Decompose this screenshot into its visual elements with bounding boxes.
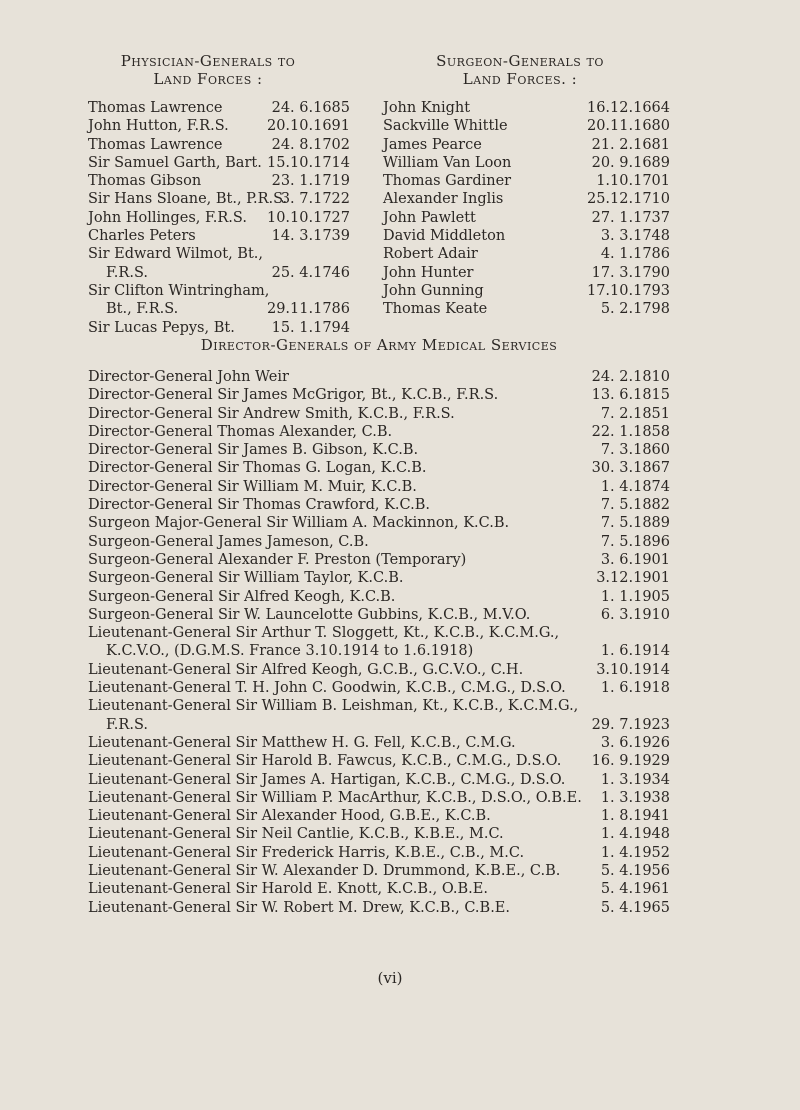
entry-name-line1: Sackville Whittle: [383, 118, 508, 135]
list-item: [88, 514, 670, 532]
entry-name: [383, 117, 508, 135]
entry-name: [88, 209, 247, 227]
entry-date: 5. 4.1965: [600, 899, 670, 916]
entry-date: 20.11.1680: [586, 118, 670, 135]
entry-name: [88, 825, 504, 843]
list-item: [88, 117, 350, 135]
entry-name: [383, 209, 476, 227]
entry-date: 5. 2.1798: [600, 301, 670, 318]
entry-date: 5. 4.1961: [600, 881, 670, 898]
entry-name: [88, 880, 488, 898]
entry-date: 15.10.1714: [266, 154, 350, 171]
entry-name: [88, 551, 466, 569]
entry-name-line2: K.C.V.O., (D.G.M.S. France 3.10.1914 to 1.6.1918): [106, 643, 474, 660]
entry-name-line1: Lieutenant-General Sir Alfred Keogh, G.C.B., G.C.V.O., C.H.: [88, 661, 524, 678]
list-item: [88, 807, 670, 825]
entry-date: 27. 1.1737: [591, 209, 670, 226]
entry-name-line1: Surgeon-General Sir Alfred Keogh, K.C.B.: [88, 588, 396, 605]
entry-name: [383, 300, 487, 318]
entry-date: 24. 2.1810: [591, 369, 670, 385]
entry-name-line1: Surgeon-General Sir William Taylor, K.C.B.: [88, 570, 404, 587]
entry-name: [88, 899, 510, 917]
list-item: [88, 789, 670, 807]
entry-date: 13. 6.1815: [591, 387, 670, 404]
entry-name-line1: Lieutenant-General Sir Arthur T. Sloggett, Kt., K.C.B., K.C.M.G.,: [88, 625, 560, 642]
entry-name: [383, 190, 503, 208]
list-item: [88, 441, 670, 459]
entry-name: [88, 588, 395, 606]
entry-date: 1. 3.1934: [600, 771, 670, 788]
entry-name-line2: Bt., F.R.S.: [106, 301, 179, 318]
entry-name-line1: Sir Lucas Pepys, Bt.: [88, 319, 235, 336]
entry-name-line1: Robert Adair: [383, 246, 478, 263]
entry-name-line1: Director-General Sir William M. Muir, K.C.B.: [88, 478, 417, 495]
entry-date: 1. 3.1938: [600, 789, 670, 806]
entry-date: 5. 4.1956: [600, 863, 670, 880]
entry-date: 6. 3.1910: [600, 606, 670, 623]
entry-name-line1: Lieutenant-General Sir W. Alexander D. Drummond, K.B.E., C.B.: [88, 863, 561, 880]
surgeon-heading-line2: Land Forces. :: [462, 70, 578, 88]
entry-name: [383, 245, 478, 263]
list-item: [88, 661, 670, 679]
list-item: [383, 282, 670, 300]
entry-date: 1. 8.1941: [600, 808, 670, 825]
entry-name-line1: Thomas Lawrence: [88, 100, 223, 116]
list-item: [88, 172, 350, 190]
entry-name: [88, 172, 201, 190]
entry-date: 3. 3.1748: [600, 228, 670, 245]
list-item: [88, 245, 350, 282]
entry-name: [383, 154, 511, 172]
entry-name: [383, 264, 474, 282]
entry-date: 25. 4.1746: [271, 264, 350, 281]
entry-name: [88, 862, 560, 880]
list-item: [88, 844, 670, 862]
list-item: [88, 771, 670, 789]
surgeon-generals-heading: [400, 52, 640, 88]
entry-name: [88, 606, 530, 624]
entry-date: 1. 4.1952: [600, 844, 670, 861]
entry-date: 15. 1.1794: [271, 319, 350, 336]
list-item: [88, 282, 350, 319]
list-item: [88, 405, 670, 423]
entry-name-line1: Lieutenant-General Sir William P. MacArthur, K.C.B., D.S.O., O.B.E.: [88, 789, 582, 806]
entry-name-line1: Thomas Gardiner: [383, 173, 512, 190]
entry-name: [88, 661, 523, 679]
list-item: [88, 697, 670, 734]
entry-name-line1: Director-General Sir Andrew Smith, K.C.B., F.R.S.: [88, 405, 455, 422]
physician-heading-line2: Land Forces :: [153, 70, 263, 88]
entry-name-line1: Surgeon Major-General Sir William A. Mackinnon, K.C.B.: [88, 515, 510, 532]
entry-date: 3. 6.1926: [600, 734, 670, 751]
director-generals-list: [88, 368, 670, 917]
entry-name-line1: Thomas Keate: [383, 301, 488, 318]
entry-date: 24. 8.1702: [271, 136, 350, 153]
entry-name-line1: Surgeon-General James Jameson, C.B.: [88, 533, 369, 550]
entry-name-line1: Charles Peters: [88, 228, 196, 245]
list-item: [88, 99, 350, 117]
entry-name-line1: Lieutenant-General Sir William B. Leishman, Kt., K.C.B., K.C.M.G.,: [88, 698, 579, 715]
entry-date: 7. 2.1851: [600, 405, 670, 422]
entry-date: 7. 3.1860: [600, 442, 670, 459]
entry-name: [88, 697, 588, 734]
entry-name: [88, 624, 588, 661]
entry-name-line1: Director-General John Weir: [88, 369, 289, 385]
list-item: [88, 899, 670, 917]
list-item: [88, 569, 670, 587]
entry-date: 22. 1.1858: [591, 423, 670, 440]
entry-name-line1: Director-General Thomas Alexander, C.B.: [88, 423, 393, 440]
director-generals-heading: Director-Generals of Army Medical Services: [200, 336, 558, 354]
surgeon-heading-line1: Surgeon-Generals to: [436, 52, 604, 70]
entry-name: [88, 190, 287, 208]
entry-date: 21. 2.1681: [591, 136, 670, 153]
entry-date: 1. 6.1918: [600, 680, 670, 697]
entry-name-line1: John Pawlett: [383, 209, 476, 226]
entry-name-line1: Lieutenant-General T. H. John C. Goodwin, K.C.B., C.M.G., D.S.O.: [88, 680, 566, 697]
page-number: (vi): [377, 969, 403, 987]
entry-date: 23. 1.1719: [271, 173, 350, 190]
physician-generals-heading: [88, 52, 328, 88]
entry-name: [88, 771, 565, 789]
entry-name: [88, 405, 455, 423]
entry-date: 1. 1.1905: [600, 588, 670, 605]
entry-date: 29.11.1786: [266, 301, 350, 318]
entry-date: 24. 6.1685: [271, 100, 350, 116]
list-item: [88, 752, 670, 770]
entry-name: [383, 99, 470, 117]
entry-name-line1: James Pearce: [383, 136, 482, 153]
list-item: [88, 319, 350, 337]
list-item: [383, 154, 670, 172]
entry-name-line1: Sir Hans Sloane, Bt., P.R.S.: [88, 191, 288, 208]
entry-date: 20. 9.1689: [591, 154, 670, 171]
entry-name: [383, 136, 482, 154]
entry-date: 3. 6.1901: [600, 551, 670, 568]
list-item: [383, 209, 670, 227]
entry-date: 10.10.1727: [266, 209, 350, 226]
list-item: [383, 190, 670, 208]
entry-name-line1: Lieutenant-General Sir James A. Hartigan, K.C.B., C.M.G., D.S.O.: [88, 771, 566, 788]
entry-name-line1: Director-General Sir Thomas G. Logan, K.C.B.: [88, 460, 427, 477]
list-item: [88, 880, 670, 898]
entry-name: [88, 227, 196, 245]
list-item: [383, 264, 670, 282]
entry-date: 7. 5.1889: [600, 515, 670, 532]
entry-name-line1: Lieutenant-General Sir Frederick Harris, K.B.E., C.B., M.C.: [88, 844, 525, 861]
entry-name-line1: Lieutenant-General Sir Alexander Hood, G.B.E., K.C.B.: [88, 808, 491, 825]
entry-name: [88, 478, 417, 496]
list-item: [88, 734, 670, 752]
entry-name-line1: Sir Edward Wilmot, Bt.,: [88, 246, 264, 263]
entry-date: 7. 5.1882: [600, 497, 670, 514]
entry-name: [88, 734, 516, 752]
entry-name-line1: John Gunning: [383, 282, 484, 299]
entry-name-line1: Lieutenant-General Sir Matthew H. G. Fell, K.C.B., C.M.G.: [88, 734, 516, 751]
list-item: [88, 459, 670, 477]
list-item: [88, 227, 350, 245]
entry-date: 1.10.1701: [596, 173, 670, 190]
entry-name-line1: Lieutenant-General Sir Neil Cantlie, K.C.B., K.B.E., M.C.: [88, 826, 504, 843]
list-item: [88, 679, 670, 697]
entry-date: 14. 3.1739: [271, 228, 350, 245]
entry-name: [88, 569, 403, 587]
list-item: [88, 386, 670, 404]
entry-date: 29. 7.1923: [591, 716, 670, 733]
entry-date: 3.10.1914: [596, 661, 670, 678]
entry-name: [383, 282, 484, 300]
entry-name-line1: Surgeon-General Sir W. Launcelotte Gubbins, K.C.B., M.V.O.: [88, 606, 531, 623]
entry-name: [88, 117, 229, 135]
entry-name-line1: Director-General Sir James McGrigor, Bt., K.C.B., F.R.S.: [88, 387, 499, 404]
entry-name: [88, 789, 582, 807]
list-item: [383, 227, 670, 245]
entry-name-line1: Surgeon-General Alexander F. Preston (Temporary): [88, 551, 467, 568]
entry-name: [88, 368, 289, 386]
entry-date: 30. 3.1867: [591, 460, 670, 477]
entry-name-line1: John Hutton, F.R.S.: [88, 118, 229, 135]
entry-date: 1. 6.1914: [600, 643, 670, 660]
entry-name-line1: Thomas Lawrence: [88, 136, 223, 153]
list-item: [88, 154, 350, 172]
list-item: [88, 862, 670, 880]
entry-name-line1: John Hunter: [383, 264, 474, 281]
list-item: [383, 136, 670, 154]
entry-name-line1: Lieutenant-General Sir Harold B. Fawcus, K.C.B., C.M.G., D.S.O.: [88, 753, 562, 770]
entry-name-line1: Lieutenant-General Sir Harold E. Knott, K.C.B., O.B.E.: [88, 881, 488, 898]
physician-generals-list: [88, 99, 350, 337]
entry-name-line1: Director-General Sir James B. Gibson, K.C.B.: [88, 442, 419, 459]
entry-date: 25.12.1710: [586, 191, 670, 208]
list-item: [88, 588, 670, 606]
list-item: [88, 825, 670, 843]
list-item: [88, 423, 670, 441]
entry-name: [88, 99, 222, 117]
list-item: [88, 533, 670, 551]
list-item: [88, 606, 670, 624]
entry-name-line2: F.R.S.: [106, 264, 148, 281]
entry-name: [88, 441, 418, 459]
entry-date: 1. 4.1874: [600, 478, 670, 495]
entry-date: 3. 7.1722: [280, 191, 350, 208]
entry-date: 1. 4.1948: [600, 826, 670, 843]
entry-name-line1: Sir Clifton Wintringham,: [88, 282, 270, 299]
list-item: [383, 99, 670, 117]
entry-name-line1: John Knight: [383, 100, 471, 116]
entry-name: [88, 319, 235, 337]
entry-name: [88, 496, 430, 514]
list-item: [88, 478, 670, 496]
entry-name: [88, 136, 222, 154]
entry-date: 4. 1.1786: [600, 246, 670, 263]
list-item: [88, 368, 670, 386]
entry-name: [383, 172, 511, 190]
entry-date: 16.12.1664: [586, 100, 670, 116]
entry-name: [88, 844, 524, 862]
entry-name: [88, 514, 509, 532]
entry-name-line1: Thomas Gibson: [88, 173, 202, 190]
list-item: [88, 496, 670, 514]
entry-name-line1: William Van Loon: [383, 154, 512, 171]
entry-name-line1: Director-General Sir Thomas Crawford, K.C.B.: [88, 497, 430, 514]
entry-name: [88, 679, 566, 697]
list-item: [88, 136, 350, 154]
physician-heading-line1: Physician-Generals to: [120, 52, 296, 70]
surgeon-generals-list: [383, 99, 670, 319]
entry-date: 7. 5.1896: [600, 533, 670, 550]
entry-name-line1: Alexander Inglis: [383, 191, 504, 208]
list-item: [88, 190, 350, 208]
entry-date: 17.10.1793: [586, 282, 670, 299]
entry-name: [88, 459, 427, 477]
list-item: [88, 551, 670, 569]
entry-name: [88, 752, 561, 770]
list-item: [383, 117, 670, 135]
entry-name-line1: David Middleton: [383, 228, 506, 245]
entry-name: [88, 154, 262, 172]
list-item: [383, 300, 670, 318]
list-item: [88, 624, 670, 661]
entry-name: [88, 807, 491, 825]
entry-name: [88, 423, 392, 441]
entry-name: [88, 386, 498, 404]
entry-date: 20.10.1691: [266, 118, 350, 135]
entry-name: [383, 227, 505, 245]
entry-date: 17. 3.1790: [591, 264, 670, 281]
entry-name-line1: John Hollinges, F.R.S.: [88, 209, 247, 226]
entry-date: 16. 9.1929: [591, 753, 670, 770]
list-item: [383, 245, 670, 263]
entry-name: [88, 533, 369, 551]
entry-name-line2: F.R.S.: [106, 716, 148, 733]
entry-date: 3.12.1901: [596, 570, 670, 587]
entry-name-line1: Lieutenant-General Sir W. Robert M. Drew, K.C.B., C.B.E.: [88, 899, 510, 916]
list-item: [88, 209, 350, 227]
list-item: [383, 172, 670, 190]
entry-name-line1: Sir Samuel Garth, Bart.: [88, 154, 262, 171]
